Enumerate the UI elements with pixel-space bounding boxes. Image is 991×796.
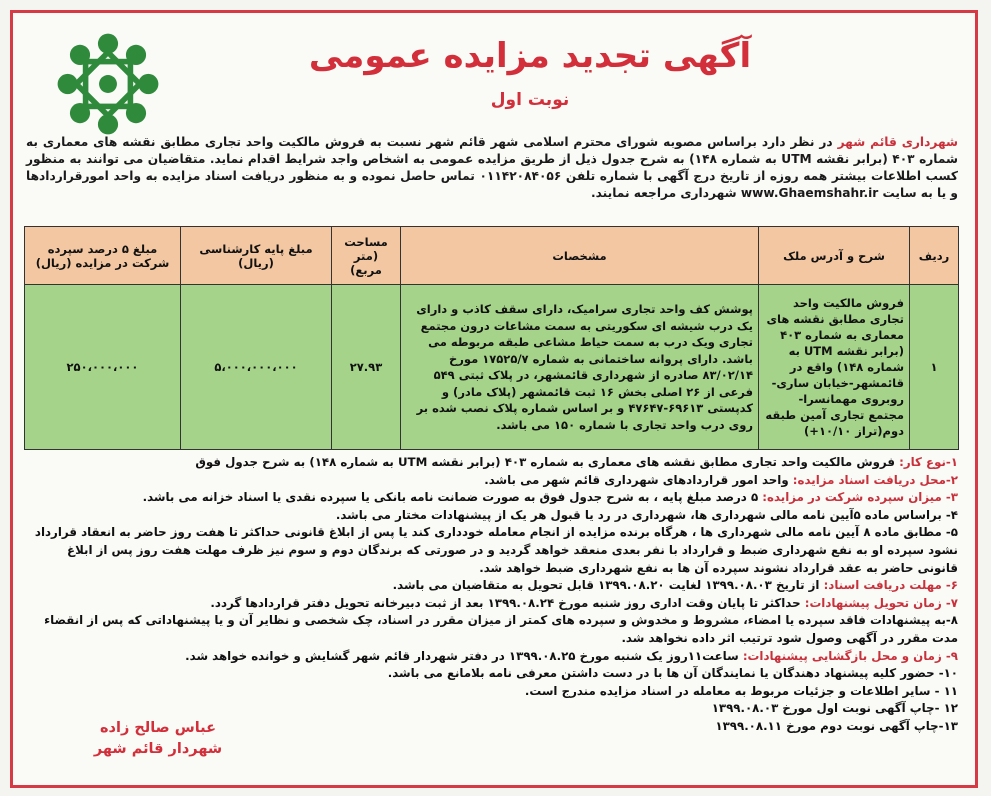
list-item: ۱۱ - سایر اطلاعات و جزئیات مربوط به معامله در اسناد مزایده مندرج است. bbox=[524, 683, 958, 698]
table-header-row bbox=[25, 227, 959, 285]
header-area: مساحت (متر مربع) bbox=[332, 227, 401, 285]
cell-deposit: ۲۵۰،۰۰۰،۰۰۰ bbox=[25, 285, 181, 450]
cell-price: ۵،۰۰۰،۰۰۰،۰۰۰ bbox=[181, 285, 332, 450]
list-item: ۴- براساس ماده ۵آیین نامه مالی شهرداری ها، شهرداری در رد یا قبول هر یک از پیشنهادات مختار می باشد. bbox=[335, 507, 958, 522]
header-spec: مشخصات bbox=[401, 227, 759, 285]
auction-table bbox=[24, 226, 959, 450]
page-subtitle: نوبت اول bbox=[490, 90, 570, 110]
cell-num: ۱ bbox=[910, 285, 959, 450]
list-item: ۱۲ -چاپ آگهی نوبت اول مورخ ۱۳۹۹.۰۸.۰۳ bbox=[711, 701, 958, 716]
list-item: ۶- مهلت دریافت اسناد: از تاریخ ۱۳۹۹.۰۸.۰۳ لغایت ۱۳۹۹.۰۸.۲۰ قابل تحویل به متقاضیان می باشد. bbox=[392, 578, 958, 593]
signature-block bbox=[58, 718, 258, 760]
header-num: ردیف bbox=[910, 227, 959, 285]
intro-text: در نظر دارد براساس مصوبه شورای محترم اسلامی شهر قائم شهر نسبت به فروش مالکیت واحد تجاری مطابق نقشه های معماری به شماره ۴۰۳ (برابر نقشه UTM به شماره ۱۴۸) به شرح جدول ذیل از طریق مزایده عمومی به اشخاص واجد شرایط اقدام نماید. متقاضیان می توانند به منظور کسب اطلاعات بیشتر همه روزه از تاریخ درج آگهی با شماره تلفن ۰۱۱۴۲۰۸۴۰۵۶ تماس حاصل نموده و به منظور دریافت اسناد مزایده به واحد امورقراردادها و یا به سایت www.Ghaemshahr.ir شهرداری مراجعه نمایند. bbox=[26, 135, 959, 200]
cell-spec: پوشش کف واحد تجاری سرامیک، دارای سقف کاذب و دارای یک درب شیشه ای سکوریتی به سمت مشاعات درون مجتمع تجاری ویک درب به سمت حیاط مشاعی طبقه مربوطه می باشد. دارای پروانه ساختمانی به شماره ۱۷۵۲۵/۷ مورخ ۸۳/۰۲/۱۴ صادره از شهرداری قائمشهر، در پلاک ثبتی ۵۴۹ فرعی از ۲۶ اصلی بخش ۱۶ ثبت قائمشهر (پلاک مادر) و کدپستی ۶۹۶۱۳-۴۷۶۴۷ و بر اساس شماره پلاک نصب شده بر روی درب واحد تجاری با شماره ۱۵۰ می باشد. bbox=[401, 285, 759, 450]
header-address: شرح و آدرس ملک bbox=[759, 227, 910, 285]
list-item: ۳- میزان سپرده شرکت در مزایده: ۵ درصد مبلغ پایه ، به شرح جدول فوق به صورت ضمانت نامه بانکی یا سپرده نقدی یا اسناد خزانه می باشد. bbox=[142, 490, 958, 505]
conditions-list bbox=[24, 454, 958, 736]
signature-name: عباس صالح زاده bbox=[99, 720, 217, 736]
list-item: ۵- مطابق ماده ۸ آیین نامه مالی شهرداری ها ، هرگاه برنده مزایده از انجام معامله خودداری کند یا پس از ابلاغ قانونی حداکثر تا هفت روز حاضر به انعقاد قرارداد نشود سپرده او به نفع شهرداری ضبط و قرارداد با نفر بعدی منعقد خواهد گردید و در صورتی که برندگان دوم و سوم نیز ظرف مهلت هفت روز پس از ابلاغ قانونی حاضر به عقد قرارداد نشوند سپرده آن ها به نفع شهرداری ضبط خواهد شد. bbox=[34, 525, 958, 575]
list-item: ۲-محل دریافت اسناد مزایده: واحد امور قراردادهای شهرداری قائم شهر می باشد. bbox=[484, 472, 958, 487]
list-item: ۷- زمان تحویل پیشنهادات: حداکثر تا پایان وقت اداری روز شنبه مورخ ۱۳۹۹.۰۸.۲۴ بعد از ثبت دبیرخانه تحویل دفتر قراردادها گردد. bbox=[210, 595, 958, 610]
municipality-logo-icon bbox=[52, 28, 164, 140]
cell-address: فروش مالکیت واحد تجاری مطابق نقشه های معماری به شماره ۴۰۳ (برابر نقشه UTM به شماره ۱۴۸) واقع در قائمشهر-خیابان ساری-روبروی مهمانسرا-مجتمع تجاری آمین طبقه دوم(تراز ۱۰/۱۰+) bbox=[759, 285, 910, 450]
page-title: آگهی تجدید مزایده عمومی bbox=[308, 36, 752, 76]
cell-area: ۲۷.۹۳ bbox=[332, 285, 401, 450]
list-item: ۹- زمان و محل بازگشایی پیشنهادات: ساعت۱۱روز یک شنبه مورخ ۱۳۹۹.۰۸.۲۵ در دفتر شهردار قائم شهر گشایش و خوانده خواهد شد. bbox=[185, 648, 958, 663]
list-item: ۱۳-چاپ آگهی نوبت دوم مورخ ۱۳۹۹.۰۸.۱۱ bbox=[715, 718, 958, 733]
list-item: ۱۰- حضور کلیه پیشنهاد دهندگان یا نمایندگان آن ها با در دست داشتن معرفی نامه بلامانع می باشد. bbox=[387, 666, 958, 681]
signature-role: شهردار قائم شهر bbox=[93, 741, 223, 757]
table-row bbox=[25, 285, 959, 450]
header-price: مبلغ پایه کارشناسی (ریال) bbox=[181, 227, 332, 285]
intro-paragraph bbox=[26, 134, 958, 202]
intro-org: شهرداری قائم شهر bbox=[837, 135, 958, 149]
header-deposit: مبلغ ۵ درصد سپرده شرکت در مزایده (ریال) bbox=[25, 227, 181, 285]
list-item: ۱-نوع کار: فروش مالکیت واحد تجاری مطابق نقشه های معماری به شماره ۴۰۳ (برابر نقشه UTM به شماره ۱۴۸) به شرح جدول فوق bbox=[195, 455, 958, 469]
list-item: ۸-به پیشنهادات فاقد سپرده یا امضاء، مشروط و مخدوش و سپرده های کمتر از میزان مقرر در اسناد، چک شخصی و نظایر آن و یا پیشنهاداتی که پس از انقضاء مدت مقرر در آگهی وصول شود ترتیب اثر داده نخواهد شد. bbox=[44, 613, 958, 645]
